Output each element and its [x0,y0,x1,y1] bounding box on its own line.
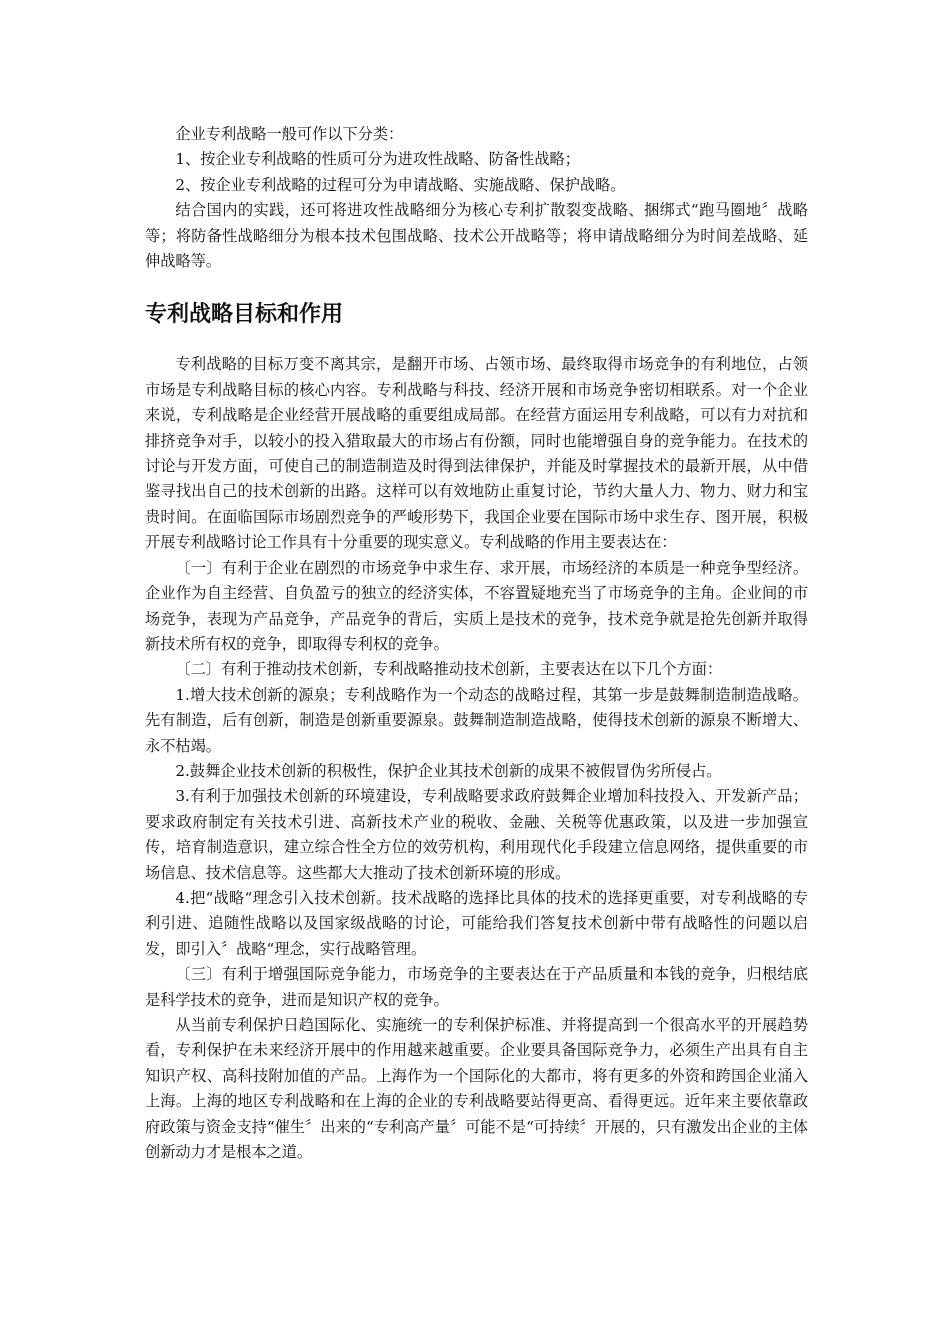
body-paragraph: 4.把“战略“理念引入技术创新。技术战略的选择比具体的技术的选择更重要，对专利战略的专利引进、追随性战略以及国家级战略的讨论，可能给我们答复技术创新中带有战略性的问题以启发，即引入〞战略“理念，实行战略管理。 [145,888,808,958]
body-paragraph: 2.鼓舞企业技术创新的积极性，保护企业其技术创新的成果不被假冒伪劣所侵占。 [175,761,722,780]
body-paragraph: 1.增大技术创新的源泉；专利战略作为一个动态的战略过程，其第一步是鼓舞制造制造战略。先有制造，后有创新，制造是创新重要源泉。鼓舞制造制造战略，使得技术创新的源泉不断增大、永不枯竭。 [145,685,808,755]
document-page [145,122,808,1165]
intro-list-item: 1、按企业专利战略的性质可分为进攻性战略、防备性战略； [175,150,580,169]
intro-list-item: 2、按企业专利战略的过程可分为申请战略、实施战略、保护战略。 [175,175,626,194]
body-paragraph: 〔二〕有利于推动技术创新，专利战略推动技术创新，主要表达在以下几个方面： [175,660,723,679]
section-heading: 专利战略目标和作用 [145,302,344,328]
body-paragraph: 3.有利于加强技术创新的环境建设，专利战略要求政府鼓舞企业增加科技投入、开发新产品；要求政府制定有关技术引进、高新技术产业的税收、金融、关税等优惠政策，以及进一步加强宣传，培育制造意识，建立综合性全方位的效劳机构，利用现代化手段建立信息网络，提供重要的市场信息、技术信息等。这些都大大推动了技术创新环境的形成。 [145,787,808,882]
intro-paragraph: 企业专利战略一般可作以下分类： [175,125,404,143]
body-paragraph: 〔三〕有利于增强国际竞争能力，市场竞争的主要表达在于产品质量和本钱的竞争，归根结底是科学技术的竞争，进而是知识产权的竞争。 [145,965,808,1009]
body-paragraph: 专利战略的目标万变不离其宗，是翻开市场、占领市场、最终取得市场竞争的有利地位，占领市场是专利战略目标的核心内容。专利战略与科技、经济开展和市场竞争密切相联系。对一个企业来说，专利战略是企业经营开展战略的重要组成局部。在经营方面运用专利战略，可以有力对抗和排挤竞争对手，以较小的投入猎取最大的市场占有份额，同时也能增强自身的竞争能力。在技术的讨论与开发方面，可使自己的制造制造及时得到法律保护，并能及时掌握技术的最新开展，从中借鉴寻找出自己的技术创新的出路。这样可以有效地防止重复讨论，节约大量人力、物力、财力和宝贵时间。在面临国际市场剧烈竞争的严峻形势下，我国企业要在国际市场中求生存、图开展，积极开展专利战略讨论工作具有十分重要的现实意义。专利战略的作用主要表达在： [145,355,808,552]
body-paragraph: 从当前专利保护日趋国际化、实施统一的专利保护标准、并将提高到一个很高水平的开展趋势看，专利保护在未来经济开展中的作用越来越重要。企业要具备国际竞争力，必须生产出具有自主知识产权、高科技附加值的产品。上海作为一个国际化的大都市，将有更多的外资和跨国企业涌入上海。上海的地区专利战略和在上海的企业的专利战略要站得更高、看得更远。近年来主要依靠政府政策与资金支持“催生〞出来的“专利高产量〞可能不是“可持续〞开展的，只有激发出企业的主体创新动力才是根本之道。 [145,1016,808,1162]
body-paragraph: 〔一〕有利于企业在剧烈的市场竞争中求生存、求开展，市场经济的本质是一种竞争型经济。企业作为自主经营、自负盈亏的独立的经济实体，不容置疑地充当了市场竞争的主角。企业间的市场竞争，表现为产品竞争，产品竞争的背后，实质上是技术的竞争，技术竞争就是抢先创新并取得新技术所有权的竞争，即取得专利权的竞争。 [145,558,808,653]
intro-paragraph: 结合国内的实践，还可将进攻性战略细分为核心专利扩散裂变战略、捆绑式“跑马圈地〞战略等；将防备性战略细分为根本技术包围战略、技术公开战略等；将申请战略细分为时间差战略、延伸战略等。 [145,201,808,271]
